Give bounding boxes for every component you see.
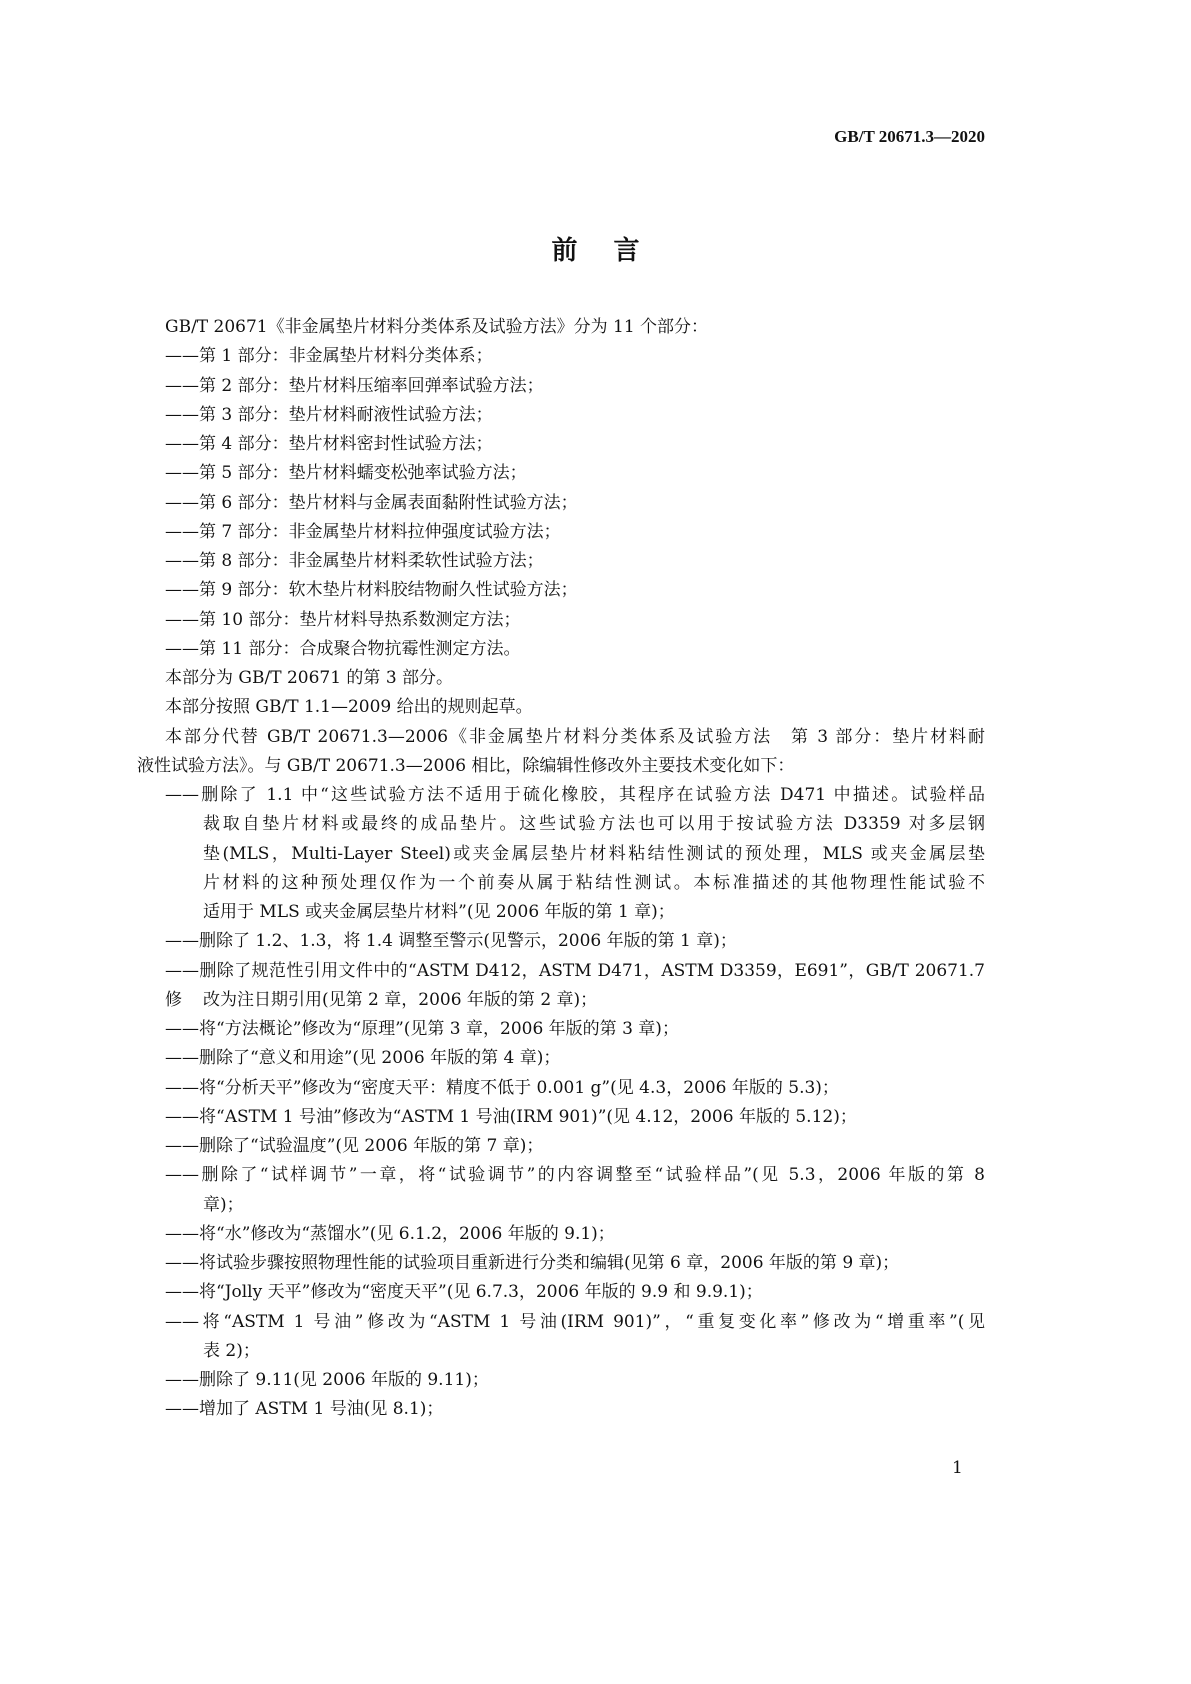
text-line: ——删除了 9.11(见 2006 年版的 9.11)； — [165, 1370, 489, 1390]
text-line: ——删除了规范性引用文件中的“ASTM D412，ASTM D471，ASTM D3359，E691”，GB/T 20671.7 修 — [165, 960, 985, 1010]
change-list-item — [137, 781, 985, 927]
change-list-item — [137, 1015, 985, 1044]
change-list-item — [137, 1161, 985, 1220]
text-line: ——删除了 1.2、1.3，将 1.4 调整至警示(见警示，2006 年版的第 1 章)； — [165, 931, 737, 952]
change-list-item — [137, 606, 985, 635]
change-list-item — [137, 1395, 985, 1424]
text-line: ——第 4 部分：垫片材料密封性试验方法； — [165, 434, 493, 454]
page-number: 1 — [952, 1458, 963, 1478]
text-line: 表 2)； — [203, 1340, 260, 1361]
change-list-item — [137, 1278, 985, 1307]
text-line: 裁取自垫片材料或最终的成品垫片。这些试验方法也可以用于按试验方法 D3359 对多层钢 — [203, 814, 985, 835]
change-list-item — [137, 547, 985, 576]
text-line: 本部分按照 GB/T 1.1—2009 给出的规则起草。 — [165, 697, 533, 718]
text-line: 片材料的这种预处理仅作为一个前奏从属于粘结性测试。本标准描述的其他物理性能试验不 — [203, 872, 985, 893]
text-line: ——删除了“试样调节”一章，将“试验调节”的内容调整至“试验样品”(见 5.3，2006 年版的第 8 — [165, 1165, 985, 1186]
text-line: ——删除了 1.1 中“这些试验方法不适用于硫化橡胶，其程序在试验方法 D471 中描述。试验样品 — [165, 785, 985, 805]
text-line: 本部分代替 GB/T 20671.3—2006《非金属垫片材料分类体系及试验方法 第 3 部分：垫片材料耐 — [165, 726, 985, 747]
change-list-item — [137, 1308, 985, 1367]
text-line: 改为注日期引用(见第 2 章，2006 年版的第 2 章)； — [203, 989, 598, 1010]
change-list-item — [137, 430, 985, 459]
change-list-item — [137, 459, 985, 488]
text-line: ——删除了“意义和用途”(见 2006 年版的第 4 章)； — [165, 1048, 561, 1069]
text-line: ——删除了“试验温度”(见 2006 年版的第 7 章)； — [165, 1136, 544, 1156]
text-line: 章)； — [203, 1194, 244, 1215]
paragraph — [137, 664, 985, 693]
text-line: ——第 11 部分：合成聚合物抗霉性测定方法。 — [165, 638, 521, 659]
text-line: 液性试验方法》。与 GB/T 20671.3—2006 相比，除编辑性修改外主要技术变化如下： — [137, 755, 795, 776]
page-title: 前言 — [551, 236, 676, 266]
paragraph — [137, 693, 985, 722]
change-list-item — [137, 1132, 985, 1161]
text-line: ——第 10 部分：垫片材料导热系数测定方法； — [165, 609, 521, 630]
text-line: ——第 2 部分：垫片材料压缩率回弹率试验方法； — [165, 375, 544, 396]
change-list-item — [137, 576, 985, 605]
paragraph — [137, 313, 985, 342]
text-line: ——第 1 部分：非金属垫片材料分类体系； — [165, 346, 493, 367]
change-list-item — [137, 489, 985, 518]
change-list-item — [137, 1220, 985, 1249]
text-line: ——第 5 部分：垫片材料蠕变松弛率试验方法； — [165, 463, 527, 484]
change-list-item — [137, 372, 985, 401]
text-line: ——第 7 部分：非金属垫片材料拉伸强度试验方法； — [165, 521, 561, 542]
change-list-item — [137, 1103, 985, 1132]
change-list-item — [137, 342, 985, 371]
standard-number: GB/T 20671.3—2020 — [834, 127, 985, 146]
text-line: ——第 3 部分：垫片材料耐液性试验方法； — [165, 404, 493, 425]
text-line: ——增加了 ASTM 1 号油(见 8.1)； — [165, 1399, 444, 1420]
paragraph — [137, 723, 985, 782]
text-line: ——第 9 部分：软木垫片材料胶结物耐久性试验方法； — [165, 580, 578, 601]
text-line: GB/T 20671《非金属垫片材料分类体系及试验方法》分为 11 个部分： — [165, 317, 709, 337]
text-line: 垫(MLS，Multi-Layer Steel)或夹金属层垫片材料粘结性测试的预处理，MLS 或夹金属层垫 — [203, 843, 985, 864]
change-list-item — [137, 635, 985, 664]
change-list-item — [137, 957, 985, 1016]
change-list-item — [137, 927, 985, 956]
text-line: ——第 8 部分：非金属垫片材料柔软性试验方法； — [165, 551, 544, 571]
text-line: ——将试验步骤按照物理性能的试验项目重新进行分类和编辑(见第 6 章，2006 年版的第 9 章)； — [165, 1253, 900, 1273]
text-line: ——将“水”修改为“蒸馏水”(见 6.1.2，2006 年版的 9.1)； — [165, 1223, 615, 1244]
change-list-item — [137, 401, 985, 430]
text-line: ——第 6 部分：垫片材料与金属表面黏附性试验方法； — [165, 492, 578, 513]
change-list-item — [137, 1366, 985, 1395]
text-line: ——将“分析天平”修改为“密度天平：精度不低于 0.001 g”(见 4.3，2006 年版的 5.3)； — [165, 1077, 839, 1098]
change-list-item — [137, 1074, 985, 1103]
change-list-item — [137, 1044, 985, 1073]
text-line: ——将“ASTM 1 号油”修改为“ASTM 1 号油(IRM 901)”(见 4.12，2006 年版的 5.12)； — [165, 1106, 857, 1127]
text-line: 适用于 MLS 或夹金属层垫片材料”(见 2006 年版的第 1 章)； — [203, 902, 675, 922]
document-body — [137, 313, 985, 1425]
change-list-item — [137, 518, 985, 547]
text-line: ——将“Jolly 天平”修改为“密度天平”(见 6.7.3，2006 年版的 9.9 和 9.9.1)； — [165, 1282, 763, 1303]
text-line: 本部分为 GB/T 20671 的第 3 部分。 — [165, 668, 454, 688]
change-list-item — [137, 1249, 985, 1278]
text-line: ——将“ASTM 1 号油”修改为“ASTM 1 号油(IRM 901)”，“重复变化率”修改为“增重率”(见 — [165, 1311, 985, 1332]
text-line: ——将“方法概论”修改为“原理”(见第 3 章，2006 年版的第 3 章)； — [165, 1019, 679, 1039]
